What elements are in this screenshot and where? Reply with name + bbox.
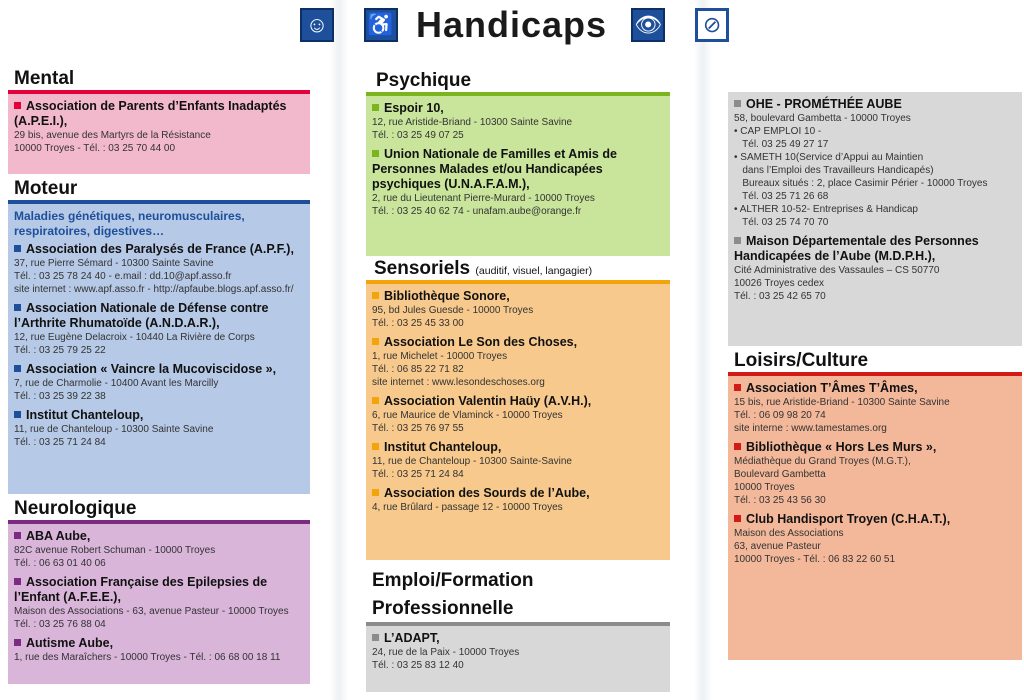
item-name [372,147,664,192]
item-detail-line: 6, rue Maurice de Vlaminck - 10000 Troyes [372,410,563,421]
section-box [8,204,310,494]
item-detail-line: Cité Administrative des Vassaules – CS 50770 [734,265,940,276]
section-title-note: (auditif, visuel, langagier) [475,265,593,277]
item-name-text: Union Nationale de Familles et Amis de Personnes Malades et/ou Handicapées psychiques (U.N.A.F.A.M.), [372,147,617,191]
list-item [734,381,1016,435]
item-name-text: Association des Paralysés de France (A.P.F.), [26,242,294,256]
item-detail-line: Tél. : 03 25 83 12 40 [372,660,464,671]
item-detail-line: Boulevard Gambetta [734,469,826,480]
item-name-text: Institut Chanteloup, [384,440,502,454]
section-title-text: Sensoriels [374,258,471,279]
bullet-square-icon [734,515,741,522]
list-item [14,362,304,403]
section-title: Psychique [376,70,472,91]
list-item [372,394,664,435]
bullet-square-icon [372,150,379,157]
item-detail-line: 29 bis, avenue des Martyrs de la Résistance [14,130,211,141]
item-name [14,529,304,544]
item-name-text: Association T’Âmes T’Âmes, [746,381,918,395]
item-detail-line: Tél. : 03 25 43 56 30 [734,495,826,506]
list-item [372,147,664,218]
item-name [372,486,664,501]
item-detail-line: 1, rue Michelet - 10000 Troyes [372,351,508,362]
item-name [14,301,304,331]
item-detail-line: Tél. : 06 63 01 40 06 [14,558,106,569]
item-detail-line: Tél. : 03 25 42 65 70 [734,291,826,302]
item-detail-line: 58, boulevard Gambetta - 10000 Troyes [734,113,911,124]
item-detail-line: Maison des Associations - 63, avenue Pasteur - 10000 Troyes [14,606,289,617]
item-name-text: Association Le Son des Choses, [384,335,578,349]
item-detail-line: 12, rue Eugène Delacroix - 10440 La Rivière de Corps [14,332,255,343]
section-emploi [366,570,670,692]
section-title: Neurologique [14,498,137,519]
list-item [372,486,664,514]
item-detail-line: 10000 Troyes - Tél. : 06 83 22 60 51 [734,554,896,565]
item-detail-line: Tél. 03 25 49 27 17 [734,139,829,150]
item-name [14,362,304,377]
item-detail-line: 63, avenue Pasteur [734,541,821,552]
bullet-square-icon [372,338,379,345]
item-detail-line: 15 bis, rue Aristide-Briand - 10300 Sainte Savine [734,397,950,408]
section-box-emploi-continued [728,92,1022,346]
list-item [372,631,664,672]
item-name [372,335,664,350]
item-detail-line: • CAP EMPLOI 10 - [734,126,822,137]
wheelchair-icon: ♿ [364,8,398,42]
section-title-line1: Emploi/Formation [372,570,534,591]
item-name-text: Association de Parents d’Enfants Inadaptés (A.P.E.I.), [14,99,287,128]
section-box [366,284,670,560]
item-name-text: Bibliothèque Sonore, [384,289,510,303]
item-name [372,440,664,455]
item-name [734,512,1016,527]
item-name-text: Association « Vaincre la Mucoviscidose », [26,362,277,376]
item-detail-line: Tél. 03 25 74 70 70 [734,217,829,228]
item-list [14,242,304,449]
item-detail-line: Tél. 03 25 71 26 68 [734,191,829,202]
item-detail-line: Tél. : 06 09 98 20 74 [734,410,826,421]
list-item [14,301,304,357]
item-detail-line: site interne : www.tamestames.org [734,423,887,434]
item-name [14,575,304,605]
item-name-text: Autisme Aube, [26,636,114,650]
list-item [372,440,664,481]
bullet-square-icon [734,237,741,244]
bullet-square-icon [14,532,21,539]
list-item [14,408,304,449]
section-sensoriels [366,258,670,560]
section-box [8,94,310,174]
section-loisirs [728,350,1022,660]
bullet-square-icon [14,411,21,418]
item-detail-line: Tél. : 03 25 76 88 04 [14,619,106,630]
bullet-square-icon [734,443,741,450]
bullet-square-icon [372,489,379,496]
section-box [728,376,1022,660]
bullet-square-icon [14,304,21,311]
list-item [14,242,304,296]
item-detail-line: 2, rue du Lieutenant Pierre-Murard - 10000 Troyes [372,193,595,204]
item-detail-line: 11, rue de Chanteloup - 10300 Sainte Savine [14,424,214,435]
list-item [734,512,1016,566]
item-detail-line: • SAMETH 10(Service d’Appui au Maintien [734,152,924,163]
section-neurologique [8,498,310,684]
item-name-text: Maison Départementale des Personnes Handicapées de l’Aube (M.D.P.H.), [734,234,979,263]
item-name-text: Espoir 10, [384,101,444,115]
item-detail-line: dans l’Emploi des Travailleurs Handicapés) [734,165,934,176]
bullet-square-icon [14,102,21,109]
item-detail-line: Bureaux situés : 2, place Casimir Périer - 10000 Troyes [734,178,988,189]
section-title: Loisirs/Culture [734,350,869,371]
item-name [14,99,304,129]
item-name [734,97,1016,112]
section-moteur [8,178,310,494]
section-title-line2: Professionnelle [372,598,514,619]
item-name [734,381,1016,396]
item-detail-line: Tél. : 03 25 79 25 22 [14,345,106,356]
item-name [372,394,664,409]
item-detail-line: 7, rue de Charmolie - 10400 Avant les Marcilly [14,378,219,389]
item-detail-line: 24, rue de la Paix - 10000 Troyes [372,647,520,658]
list-item [14,99,304,155]
section-title: Moteur [14,178,78,199]
page-fold [330,0,348,700]
item-detail-line: 1, rue des Maraîchers - 10000 Troyes - Tél. : 06 68 00 18 11 [14,652,281,663]
item-name-text: Association des Sourds de l’Aube, [384,486,590,500]
bullet-square-icon [734,100,741,107]
item-detail-line: 82C avenue Robert Schuman - 10000 Troyes [14,545,216,556]
item-detail-line: 95, bd Jules Guesde - 10000 Troyes [372,305,534,316]
list-item [734,97,1016,229]
item-name [734,234,1016,264]
item-name-text: Association Valentin Haüy (A.V.H.), [384,394,592,408]
list-item [14,529,304,570]
item-detail-line: Tél. : 03 25 76 97 55 [372,423,464,434]
item-name-text: Bibliothèque « Hors Les Murs », [746,440,937,454]
bullet-square-icon [734,384,741,391]
section-mental [8,68,310,174]
item-detail-line: 10000 Troyes [734,482,795,493]
section-box [8,524,310,684]
item-detail-line: Tél. : 03 25 39 22 38 [14,391,106,402]
item-name-text: L’ADAPT, [384,631,440,645]
item-detail-line: Tél. : 03 25 78 24 40 - e.mail : dd.10@apf.asso.fr [14,271,232,282]
item-name-text: Institut Chanteloup, [26,408,144,422]
item-detail-line: 10000 Troyes - Tél. : 03 25 70 44 00 [14,143,176,154]
bullet-square-icon [372,443,379,450]
list-item [734,234,1016,303]
section-subtitle: Maladies génétiques, neuromusculaires, respiratoires, digestives… [14,209,245,238]
item-name-text: OHE - PROMÉTHÉE AUBE [746,97,902,111]
ear-icon: ⊘ [695,8,729,42]
section-title: Mental [14,68,75,89]
mental-face-icon: ☺ [300,8,334,42]
item-detail-line: 4, rue Brûlard - passage 12 - 10000 Troyes [372,502,563,513]
item-detail-line: site internet : www.apf.asso.fr - http://apfaube.blogs.apf.asso.fr/ [14,284,294,295]
bullet-square-icon [372,104,379,111]
item-detail-line: site internet : www.lesondeschoses.org [372,377,545,388]
item-name [372,631,664,646]
bullet-square-icon [14,365,21,372]
bullet-square-icon [14,245,21,252]
section-box [366,96,670,256]
item-detail-line: Tél. : 03 25 71 24 84 [372,469,464,480]
item-name [14,408,304,423]
item-detail-line: Tél. : 03 25 40 62 74 - unafam.aube@orange.fr [372,206,582,217]
item-detail-line: Tél. : 03 25 71 24 84 [14,437,106,448]
item-detail-line: • ALTHER 10-52- Entreprises & Handicap [734,204,918,215]
list-item [14,575,304,631]
item-name [734,440,1016,455]
item-name [372,289,664,304]
item-detail-line: 10026 Troyes cedex [734,278,825,289]
item-detail-line: Tél. : 03 25 45 33 00 [372,318,464,329]
section-box [366,626,670,692]
list-item [372,289,664,330]
item-detail-line: Tél. : 06 85 22 71 82 [372,364,464,375]
item-name-text: ABA Aube, [26,529,91,543]
page-header [300,4,740,46]
bullet-square-icon [14,578,21,585]
item-name [14,242,304,257]
eye-icon: 👁 [631,8,665,42]
item-detail-line: 37, rue Pierre Sémard - 10300 Sainte Savine [14,258,214,269]
list-item [734,440,1016,507]
section-title [366,258,670,280]
bullet-square-icon [372,292,379,299]
list-item [372,101,664,142]
item-name [14,636,304,651]
bullet-square-icon [14,639,21,646]
item-detail-line: 12, rue Aristide-Briand - 10300 Sainte Savine [372,117,573,128]
item-detail-line: Tél. : 03 25 49 07 25 [372,130,464,141]
item-name-text: Association Nationale de Défense contre l’Arthrite Rhumatoïde (A.N.D.A.R.), [14,301,269,330]
bullet-square-icon [372,397,379,404]
bullet-square-icon [372,634,379,641]
page-title: Handicaps [416,4,608,45]
item-name-text: Association Française des Epilepsies de l’Enfant (A.F.E.E.), [14,575,268,604]
section-psychique [366,70,670,256]
item-detail-line: Maison des Associations [734,528,844,539]
list-item [372,335,664,389]
list-item [14,636,304,664]
page-fold [694,0,712,700]
item-name [372,101,664,116]
item-name-text: Club Handisport Troyen (C.H.A.T.), [746,512,951,526]
item-detail-line: Médiathèque du Grand Troyes (M.G.T.), [734,456,911,467]
item-detail-line: 11, rue de Chanteloup - 10300 Sainte-Savine [372,456,572,467]
